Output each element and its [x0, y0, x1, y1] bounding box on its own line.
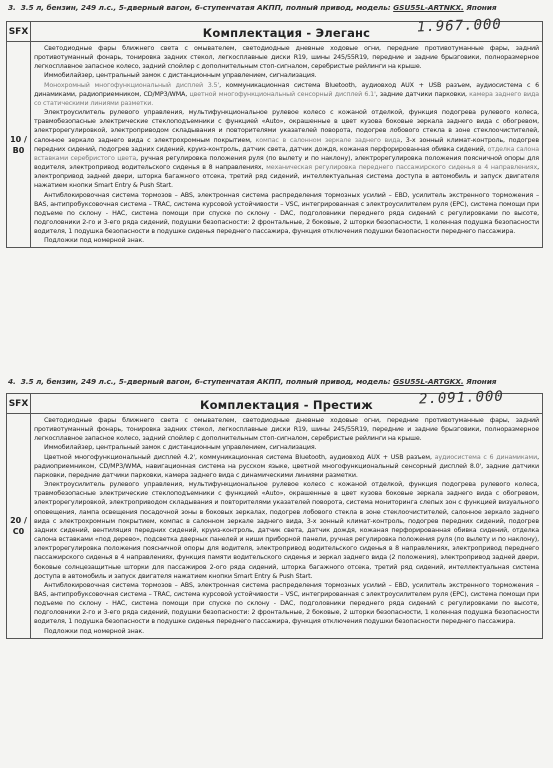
trim-title: Комплектация - Элеганс — [202, 26, 371, 40]
engine-spec: 3.5 л, бензин, 249 л.с., 5-дверный вагон, 6-ступенчатая АКПП, полный привод, — [20, 377, 354, 386]
description-paragraph — [34, 81, 539, 108]
description-paragraph — [34, 581, 539, 627]
feature-text: Цветной многофункциональный дисплей 4.2', коммуникационная система Bluetooth, аудиовход AUX + USB разъем, — [44, 453, 435, 461]
description-paragraph — [34, 191, 539, 237]
description-paragraph — [34, 443, 539, 452]
handwritten-price: 1.967.000 — [416, 16, 503, 36]
highlighted-feature: механическая регулировка переднего пассажирского сиденья в 4 направлениях — [266, 164, 538, 172]
item-number: 4. — [8, 377, 16, 386]
description-paragraph — [34, 453, 539, 480]
model-label: модель: — [356, 3, 391, 12]
feature-text: Подложки под номерной знак. — [44, 237, 145, 245]
highlighted-feature: компас в салонном зеркале заднего вида — [255, 136, 401, 144]
feature-text: , коммуникационная система Bluetooth, аудиовход AUX + USB разъем, аудиосистема с 6 динамиками, радиоприемником, CD/MP3/WMA, — [34, 81, 539, 98]
sfx-value — [7, 414, 31, 639]
feature-text: Иммобилайзер, центральный замок с дистанционным управлением, сигнализация. — [44, 72, 317, 80]
highlighted-feature: цветной многофункциональный сенсорный дисплей 6.1' — [189, 90, 376, 98]
trim-title: Комплектация - Престиж — [200, 398, 373, 412]
feature-text: , 3-х зонный климат-контроль, подогрев передних сидений, подогрев задних сидений, круиз-контроль, датчик света, датчик дождя, кожаная перфорированная обивка сидений, — [34, 136, 539, 153]
spec-table-elegance — [6, 16, 543, 248]
sfx-value — [7, 42, 31, 248]
description-body — [34, 416, 539, 636]
country: Япония — [466, 377, 497, 386]
trim-title-cell — [31, 388, 543, 414]
feature-text: Электроусилитель рулевого управления, мультифункциональное рулевое колесо с кожаной отделкой, функция подогрева рулевого колеса, травмобезопасные электрические стеклоподъемники с функцией «Auto», окрашенные в цвет кузова боковые зеркала заднего вида с обогревом, электрорегулировкой, электроприводом складывания и повторителями указателей поворота, система мониторинга слепых зон с функцией визуального оповещения, лампа освещения посадочной зоны в боковых зеркалах, подогрев лобового стекла в зоне стеклоочистителей, салонное зеркало заднего вида с электрохромным покрытием, компас в салонном зеркале заднего вида, 3-х зонный климат-контроль, подогрев передних сидений, подогрев задних сидений, вентиляция передних сидений, круиз-контроль, датчик света, датчик дождя, кожаная перфорированная обивка сидений, отделка салона вставками «под дерево», подсветка дверных панелей и ниши приборной панели, ручная регулировка положения руля (по вылету и по наклону), электрорегулировка положения поясничной опоры для водителя, электропривод водительского сиденья в 8 направлениях, электропривод переднего пассажирского сиденья в 4 направлениях, функция памяти водительского сиденья и зеркал заднего вида (2 положения), электропривод задней двери, боковые солнцезащитные шторки для пассажиров 2-ого ряда сидений, шторка багажного отсека, третий ряд сидений, интеллектуальная система доступа в автомобиль и запуск двигателя нажатием кнопки Smart Entry & Push Start. — [34, 481, 539, 580]
highlighted-feature: Монохромный многофункциональный дисплей 3.5' — [44, 81, 220, 89]
item-header — [8, 3, 497, 12]
trim-description — [31, 414, 543, 639]
description-paragraph — [34, 627, 539, 636]
model-code: GSU55L-ARTNKX. — [393, 3, 464, 12]
country: Япония — [466, 3, 497, 12]
feature-text: Электроусилитель рулевого управления, мультифункциональное рулевое колесо с кожаной отделкой, функция подогрева рулевого колеса, травмобезопасные электрические стеклоподъемники с функцией «Auto», окрашенные в цвет кузова боковые зеркала заднего вида с обогревом, электрорегулировкой, электроприводом складывания и повторителями указателей поворота, подогрев лобового стекла в зоне стеклоочистителей, салонное зеркало заднего вида с электрохромным покрытием, — [34, 109, 539, 144]
feature-text: , радиоприемником, CD/MP3/WMA, навигационная система на русском языке, цветной многофункциональный сенсорный дисплей 8.0', задние датчики парковки, передние датчики парковки, камера заднего вида с динамическими линиями разметки. — [34, 453, 539, 479]
description-paragraph — [34, 108, 539, 190]
trim-description — [31, 42, 543, 248]
model-code: GSU55L-ARTGKX. — [393, 377, 464, 386]
feature-text: Иммобилайзер, центральный замок с дистанционным управлением, сигнализация. — [44, 444, 317, 452]
feature-text: Светодиодные фары ближнего света с омывателем, светодиодные дневные ходовые огни, передние противотуманные фары, задний противотуманный фонарь, тонировка задних стекол, легкосплавные диски R19, шины 245/55R19, передние и задние брызговики, полноразмерное легкосплавное запасное колесо, задний спойлер с дополнительным стоп-сигналом, серебристые рейлинги на крыше. — [34, 45, 539, 71]
item-number: 3. — [8, 3, 16, 12]
feature-text: Антиблокировочная система тормозов – ABS, электронная система распределения тормозных усилий – EBD, усилитель экстренного торможения – BAS, антипробуксовочная система – TRAC, система курсовой устойчивости – VSC, интегрированная с электроусилителем руля (EPC), система помощи при подъеме по склону - HAC, система помощи при спуске по склону - DAC, подголовники переднего ряда сидений с регулировками по высоте, подголовники 2-го и 3-его ряда сидений, подушки безопасности: 2 фронтальные, 2 боковые, 2 шторки безопасности, 1 коленная подушка безопасности водителя, 1 подушка безопасности в подушке сиденья переднего пассажира, функция отключения подушки безопасности переднего пассажира. — [34, 581, 539, 626]
engine-spec: 3.5 л, бензин, 249 л.с., 5-дверный вагон, 6-ступенчатая АКПП, полный привод, — [20, 3, 354, 12]
spec-table-prestige — [6, 388, 543, 639]
highlighted-feature: камера заднего вида со статическими линиями разметки. — [34, 90, 540, 107]
trim-title-cell — [31, 16, 543, 42]
handwritten-price: 2.091.000 — [418, 388, 505, 408]
sfx-header: SFX — [7, 22, 31, 42]
feature-text: , электропривод задней двери, шторка багажного отсека, третий ряд сидений, интеллектуальная система доступа в автомобиль и запуск двигателя нажатием кнопки Smart Entry & Push Start. — [34, 164, 539, 190]
sfx-code: 20 / C0 — [10, 515, 27, 536]
feature-text: Антиблокировочная система тормозов – ABS, электронная система распределения тормозных усилий – EBD, усилитель экстренного торможения – BAS, антипробуксовочная система – TRAC, система курсовой устойчивости – VSC, интегрированная с электроусилителем руля (EPC), система помощи при подъеме по склону - HAC, система помощи при спуске по склону - DAC, подголовники переднего ряда сидений с регулировками по высоте, подголовники 2-го и 3-его ряда сидений, подушки безопасности: 2 фронтальные, 2 боковые, 2 шторки безопасности, 1 коленная подушка безопасности водителя, 1 подушка безопасности в подушке сиденья переднего пассажира, функция отключения подушки безопасности переднего пассажира. — [34, 191, 539, 236]
description-paragraph — [34, 71, 539, 80]
feature-text: Светодиодные фары ближнего света с омывателем, светодиодные дневные ходовые огни, передние противотуманные фары, задний противотуманный фонарь, тонировка задних стекол, легкосплавные диски R19, шины 245/55R19, передние и задние брызговики, полноразмерное легкосплавное запасное колесо, задний спойлер с дополнительным стоп-сигналом, серебристые рейлинги на крыше. — [34, 417, 539, 443]
item-header — [8, 377, 496, 386]
feature-text: , ручная регулировка положения руля (по вылету и по наклону), электрорегулировка положения поясничной опоры для водителя, электропривод водительского сиденья в 8 направлениях, — [34, 154, 539, 172]
description-paragraph — [34, 44, 539, 71]
highlighted-feature: аудиосистема с 6 динамиками — [434, 453, 538, 461]
feature-text: , задние датчики парковки, — [375, 90, 470, 98]
sfx-code: 10 / B0 — [10, 134, 27, 155]
model-label: модель: — [356, 377, 391, 386]
description-paragraph — [34, 236, 539, 245]
description-body — [34, 44, 539, 245]
description-paragraph — [34, 480, 539, 581]
sfx-header: SFX — [7, 394, 31, 414]
highlighted-feature: отделка салона вставками серебристого цвета — [34, 145, 539, 162]
feature-text: Подложки под номерной знак. — [44, 627, 145, 635]
description-paragraph — [34, 416, 539, 443]
